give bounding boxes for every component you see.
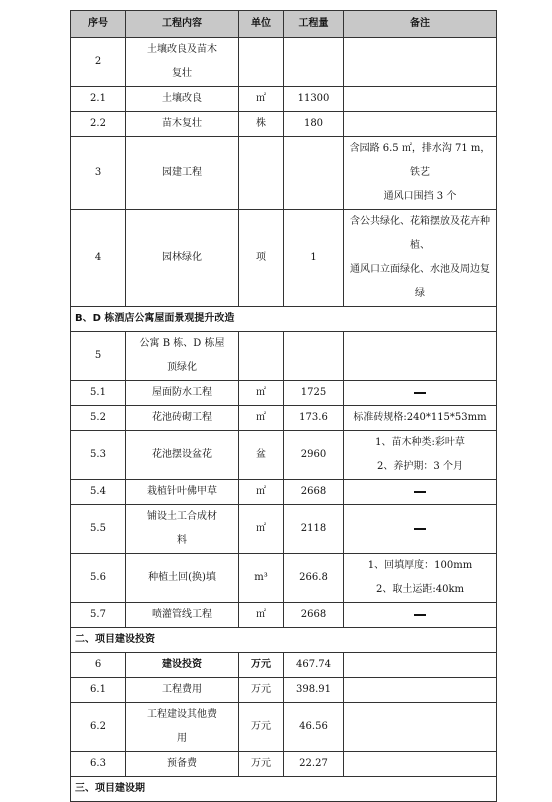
row-no: 4 bbox=[71, 210, 126, 307]
dash-mark bbox=[414, 614, 426, 616]
row-content-line: 用 bbox=[177, 733, 187, 744]
row-content bbox=[126, 87, 239, 112]
row-content bbox=[126, 406, 239, 431]
section-title: 二、项目建设投资 bbox=[71, 628, 497, 653]
row-note-line: 含园路 6.5 ㎡，排水沟 71 m，铁艺 bbox=[349, 143, 491, 178]
row-note bbox=[344, 653, 497, 678]
row-content-line: 栽植针叶佛甲草 bbox=[147, 486, 217, 497]
row-note-line: 2、养护期：3 个月 bbox=[377, 461, 463, 472]
row-content-line: 工程费用 bbox=[162, 684, 202, 695]
row-no: 6.3 bbox=[71, 752, 126, 777]
table-row bbox=[71, 137, 497, 210]
row-content bbox=[126, 603, 239, 628]
row-content bbox=[126, 431, 239, 480]
row-content-line: 土壤改良及苗木 bbox=[147, 44, 217, 55]
row-content-line: 料 bbox=[177, 535, 187, 546]
row-unit: ㎡ bbox=[239, 381, 284, 406]
row-content-line: 预备费 bbox=[167, 758, 197, 769]
row-no: 2 bbox=[71, 38, 126, 87]
row-no: 6.2 bbox=[71, 703, 126, 752]
row-content bbox=[126, 752, 239, 777]
row-no: 5.3 bbox=[71, 431, 126, 480]
row-note-line: 1、回填厚度：100mm bbox=[367, 560, 473, 571]
row-content bbox=[126, 210, 239, 307]
row-no: 2.2 bbox=[71, 112, 126, 137]
table-row bbox=[71, 381, 497, 406]
table-row bbox=[71, 38, 497, 87]
row-qty: 1725 bbox=[284, 381, 344, 406]
row-content-line: 种植土回(换)填 bbox=[148, 572, 216, 583]
row-unit: 株 bbox=[239, 112, 284, 137]
row-content-line: 顶绿化 bbox=[167, 362, 197, 373]
table-row bbox=[71, 752, 497, 777]
row-content-line: 苗木复壮 bbox=[162, 118, 202, 129]
row-note bbox=[344, 332, 497, 381]
row-no: 6.1 bbox=[71, 678, 126, 703]
row-note bbox=[344, 431, 497, 480]
row-unit bbox=[239, 332, 284, 381]
row-content-line: 工程建设其他费 bbox=[147, 709, 217, 720]
row-content bbox=[126, 505, 239, 554]
row-content bbox=[126, 112, 239, 137]
row-note bbox=[344, 406, 497, 431]
row-content bbox=[126, 332, 239, 381]
row-unit: 项 bbox=[239, 210, 284, 307]
row-no: 6 bbox=[71, 653, 126, 678]
row-note-line: 含公共绿化、花箱摆放及花卉种植、 bbox=[350, 216, 490, 251]
project-table bbox=[70, 10, 497, 802]
table-row bbox=[71, 678, 497, 703]
row-note bbox=[344, 112, 497, 137]
row-content bbox=[126, 554, 239, 603]
section-title: 三、项目建设期 bbox=[71, 777, 497, 802]
table-row bbox=[71, 210, 497, 307]
section-title: B、D 栋酒店公寓屋面景观提升改造 bbox=[71, 307, 497, 332]
table-row bbox=[71, 112, 497, 137]
row-unit: 盆 bbox=[239, 431, 284, 480]
row-qty: 398.91 bbox=[284, 678, 344, 703]
row-qty bbox=[284, 38, 344, 87]
row-qty bbox=[284, 332, 344, 381]
row-content-line: 花池摆设盆花 bbox=[152, 449, 212, 460]
dash-mark bbox=[414, 528, 426, 530]
table-row bbox=[71, 87, 497, 112]
row-unit: 万元 bbox=[239, 703, 284, 752]
row-content-line: 土壤改良 bbox=[162, 93, 202, 104]
row-content-line: 铺设土工合成材 bbox=[147, 511, 217, 522]
row-content-line: 喷灌管线工程 bbox=[152, 609, 212, 620]
row-note-line: 通风口围挡 3 个 bbox=[383, 191, 457, 202]
row-no: 5 bbox=[71, 332, 126, 381]
header-unit: 单位 bbox=[239, 11, 284, 38]
section-row bbox=[71, 628, 497, 653]
row-note bbox=[344, 554, 497, 603]
table-row bbox=[71, 703, 497, 752]
row-note bbox=[344, 603, 497, 628]
dash-mark bbox=[414, 392, 426, 394]
row-content-line: 园建工程 bbox=[162, 167, 202, 178]
row-qty: 2668 bbox=[284, 603, 344, 628]
row-content-line: 复壮 bbox=[172, 68, 192, 79]
table-header-row bbox=[71, 11, 497, 38]
row-no: 5.7 bbox=[71, 603, 126, 628]
row-qty: 2118 bbox=[284, 505, 344, 554]
row-no: 5.4 bbox=[71, 480, 126, 505]
row-qty bbox=[284, 137, 344, 210]
row-content bbox=[126, 38, 239, 87]
row-note bbox=[344, 703, 497, 752]
row-qty: 266.8 bbox=[284, 554, 344, 603]
row-unit: ㎡ bbox=[239, 505, 284, 554]
header-note: 备注 bbox=[344, 11, 497, 38]
row-content-line: 园林绿化 bbox=[162, 252, 202, 263]
header-content: 工程内容 bbox=[126, 11, 239, 38]
section-row bbox=[71, 777, 497, 802]
row-qty: 173.6 bbox=[284, 406, 344, 431]
row-qty: 11300 bbox=[284, 87, 344, 112]
row-content bbox=[126, 678, 239, 703]
row-note bbox=[344, 137, 497, 210]
table-row bbox=[71, 554, 497, 603]
row-content bbox=[126, 703, 239, 752]
row-qty: 2668 bbox=[284, 480, 344, 505]
row-note bbox=[344, 38, 497, 87]
table-row bbox=[71, 431, 497, 480]
row-unit bbox=[239, 38, 284, 87]
row-unit: 万元 bbox=[239, 752, 284, 777]
row-no: 5.2 bbox=[71, 406, 126, 431]
row-content bbox=[126, 137, 239, 210]
row-note bbox=[344, 381, 497, 406]
row-no: 5.1 bbox=[71, 381, 126, 406]
row-note bbox=[344, 505, 497, 554]
row-note-line: 通风口立面绿化、水池及周边复绿 bbox=[350, 264, 490, 299]
row-content-line: 建设投资 bbox=[162, 659, 202, 670]
row-note-line: 标准砖规格:240*115*53mm bbox=[353, 412, 487, 423]
header-qty: 工程量 bbox=[284, 11, 344, 38]
table-row bbox=[71, 332, 497, 381]
row-note bbox=[344, 678, 497, 703]
row-note-line: 2、取土运距:40km bbox=[376, 584, 464, 595]
row-note bbox=[344, 480, 497, 505]
row-note bbox=[344, 752, 497, 777]
header-no: 序号 bbox=[71, 11, 126, 38]
row-unit: 万元 bbox=[239, 653, 284, 678]
dash-mark bbox=[414, 491, 426, 493]
row-note bbox=[344, 87, 497, 112]
row-unit: m³ bbox=[239, 554, 284, 603]
row-qty: 2960 bbox=[284, 431, 344, 480]
row-note-line: 1、苗木种类:彩叶草 bbox=[375, 437, 465, 448]
row-unit: ㎡ bbox=[239, 406, 284, 431]
row-no: 2.1 bbox=[71, 87, 126, 112]
table-row bbox=[71, 406, 497, 431]
row-unit: 万元 bbox=[239, 678, 284, 703]
row-qty: 1 bbox=[284, 210, 344, 307]
row-content bbox=[126, 480, 239, 505]
row-content bbox=[126, 653, 239, 678]
row-qty: 467.74 bbox=[284, 653, 344, 678]
row-no: 5.6 bbox=[71, 554, 126, 603]
row-qty: 46.56 bbox=[284, 703, 344, 752]
row-no: 3 bbox=[71, 137, 126, 210]
table-row bbox=[71, 480, 497, 505]
row-unit bbox=[239, 137, 284, 210]
row-qty: 180 bbox=[284, 112, 344, 137]
table-row bbox=[71, 505, 497, 554]
row-qty: 22.27 bbox=[284, 752, 344, 777]
row-unit: ㎡ bbox=[239, 603, 284, 628]
row-note bbox=[344, 210, 497, 307]
row-content-line: 公寓 B 栋、D 栋屋 bbox=[139, 338, 225, 349]
row-no: 5.5 bbox=[71, 505, 126, 554]
row-content bbox=[126, 381, 239, 406]
table-row bbox=[71, 603, 497, 628]
row-unit: ㎡ bbox=[239, 480, 284, 505]
row-unit: ㎡ bbox=[239, 87, 284, 112]
table-row bbox=[71, 653, 497, 678]
section-row bbox=[71, 307, 497, 332]
row-content-line: 花池砖砌工程 bbox=[152, 412, 212, 423]
row-content-line: 屋面防水工程 bbox=[152, 387, 212, 398]
